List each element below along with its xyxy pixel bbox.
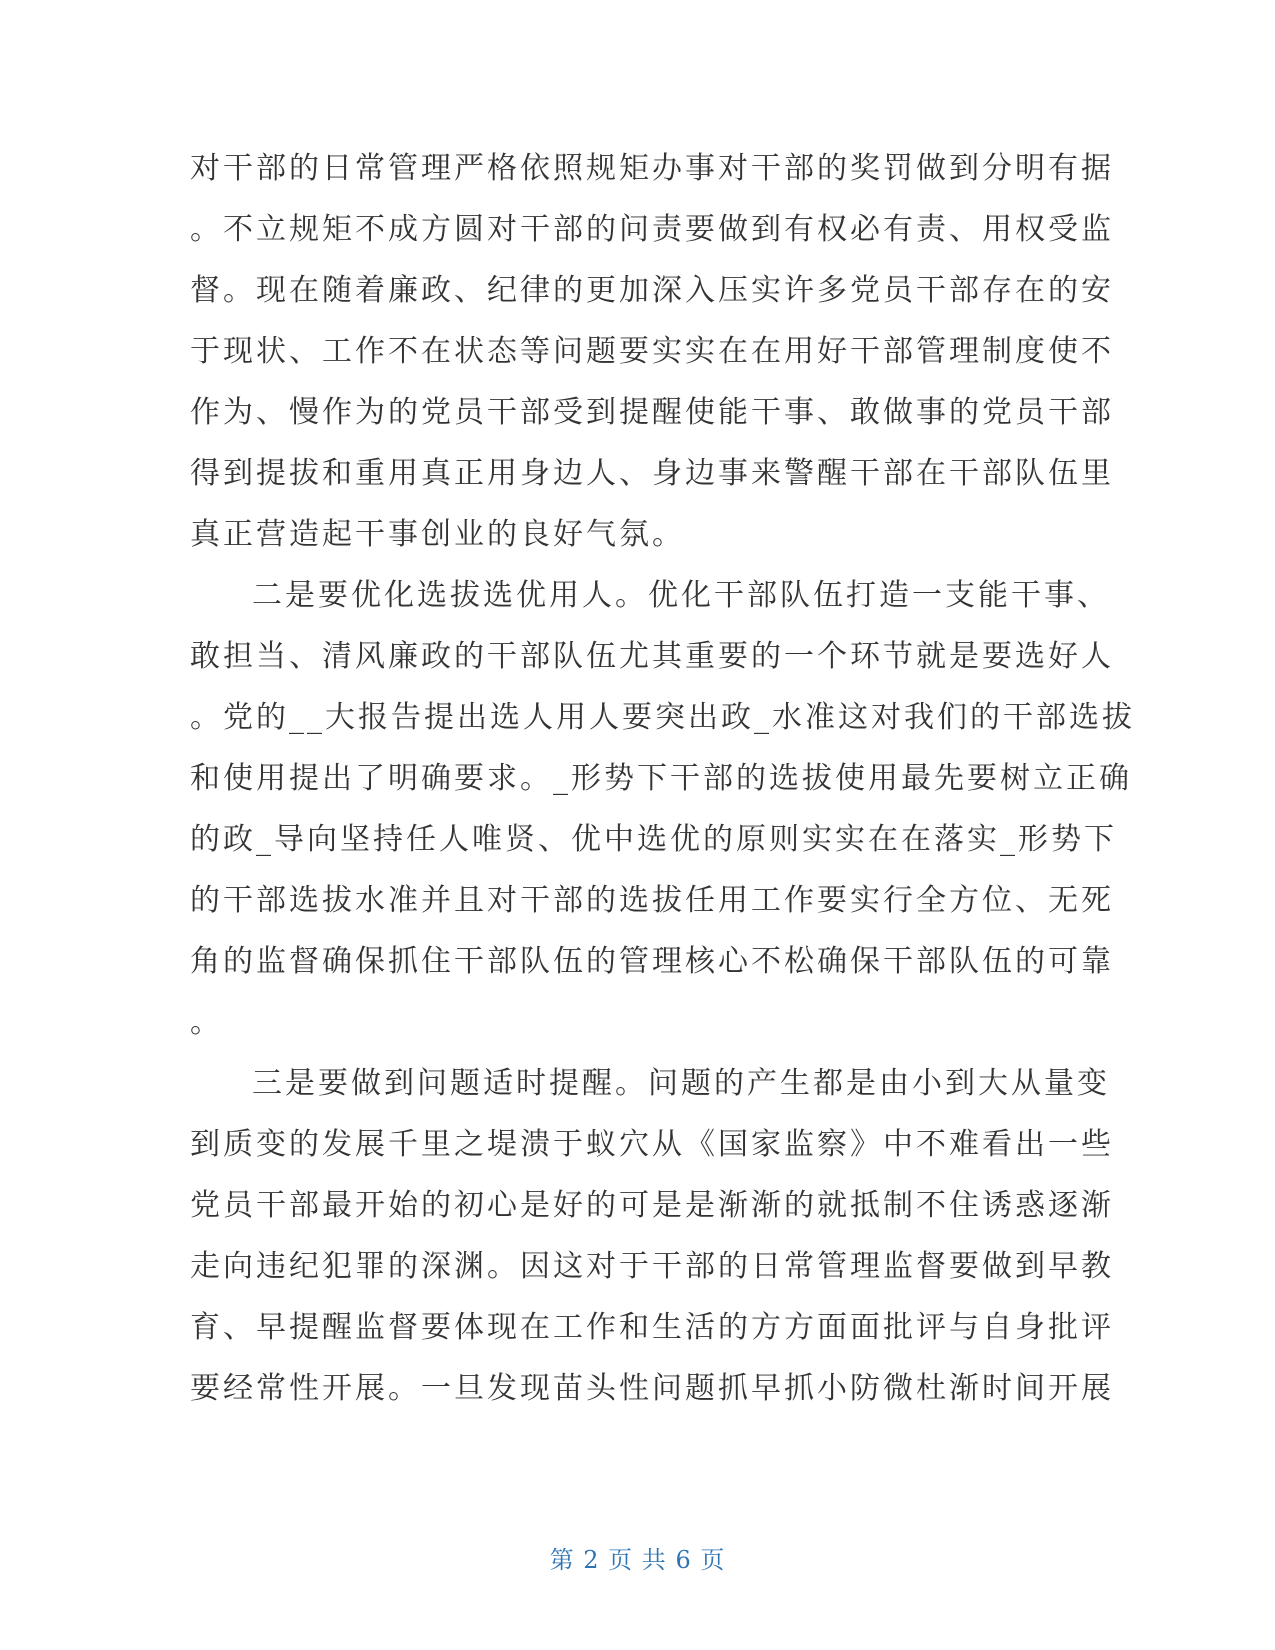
text-line: 于现状、工作不在状态等问题要实实在在用好干部管理制度使不 [190,334,1114,369]
text-line: 真正营造起干事创业的良好气氛。 [190,517,685,552]
text-line: 敢担当、清风廉政的干部队伍尤其重要的一个环节就是要选好人 [190,639,1114,674]
text-line: 角的监督确保抓住干部队伍的管理核心不松确保干部队伍的可靠 [190,944,1114,979]
text-line: 二是要优化选拔选优用人。优化干部队伍打造一支能干事、 [252,578,1110,613]
text-line: 到质变的发展千里之堤溃于蚁穴从《国家监察》中不难看出一些 [190,1127,1114,1162]
text-line: 作为、慢作为的党员干部受到提醒使能干事、敢做事的党员干部 [190,395,1114,430]
text-line: 三是要做到问题适时提醒。问题的产生都是由小到大从量变 [252,1066,1110,1101]
text-line: 。不立规矩不成方圆对干部的问责要做到有权必有责、用权受监 [190,212,1114,247]
text-line: 。 [190,1005,223,1040]
text-line: 的干部选拔水准并且对干部的选拔任用工作要实行全方位、无死 [190,883,1114,918]
text-line: 和使用提出了明确要求。_形势下干部的选拔使用最先要树立正确 [190,761,1132,796]
page-number: 第 2 页 共 6 页 [549,1546,726,1574]
text-line: 得到提拔和重用真正用身边人、身边事来警醒干部在干部队伍里 [190,456,1114,491]
text-line: 党员干部最开始的初心是好的可是是渐渐的就抵制不住诱惑逐渐 [190,1188,1114,1223]
text-line: 的政_导向坚持任人唯贤、优中选优的原则实实在在落实_形势下 [190,822,1117,857]
text-line: 对干部的日常管理严格依照规矩办事对干部的奖罚做到分明有据 [190,151,1114,186]
text-line: 督。现在随着廉政、纪律的更加深入压实许多党员干部存在的安 [190,273,1114,308]
text-line: 走向违纪犯罪的深渊。因这对于干部的日常管理监督要做到早教 [190,1249,1114,1284]
text-line: 要经常性开展。一旦发现苗头性问题抓早抓小防微杜渐时间开展 [190,1371,1114,1406]
text-line: 育、早提醒监督要体现在工作和生活的方方面面批评与自身批评 [190,1310,1114,1345]
text-line: 。党的__大报告提出选人用人要突出政_水准这对我们的干部选拔 [190,700,1135,735]
